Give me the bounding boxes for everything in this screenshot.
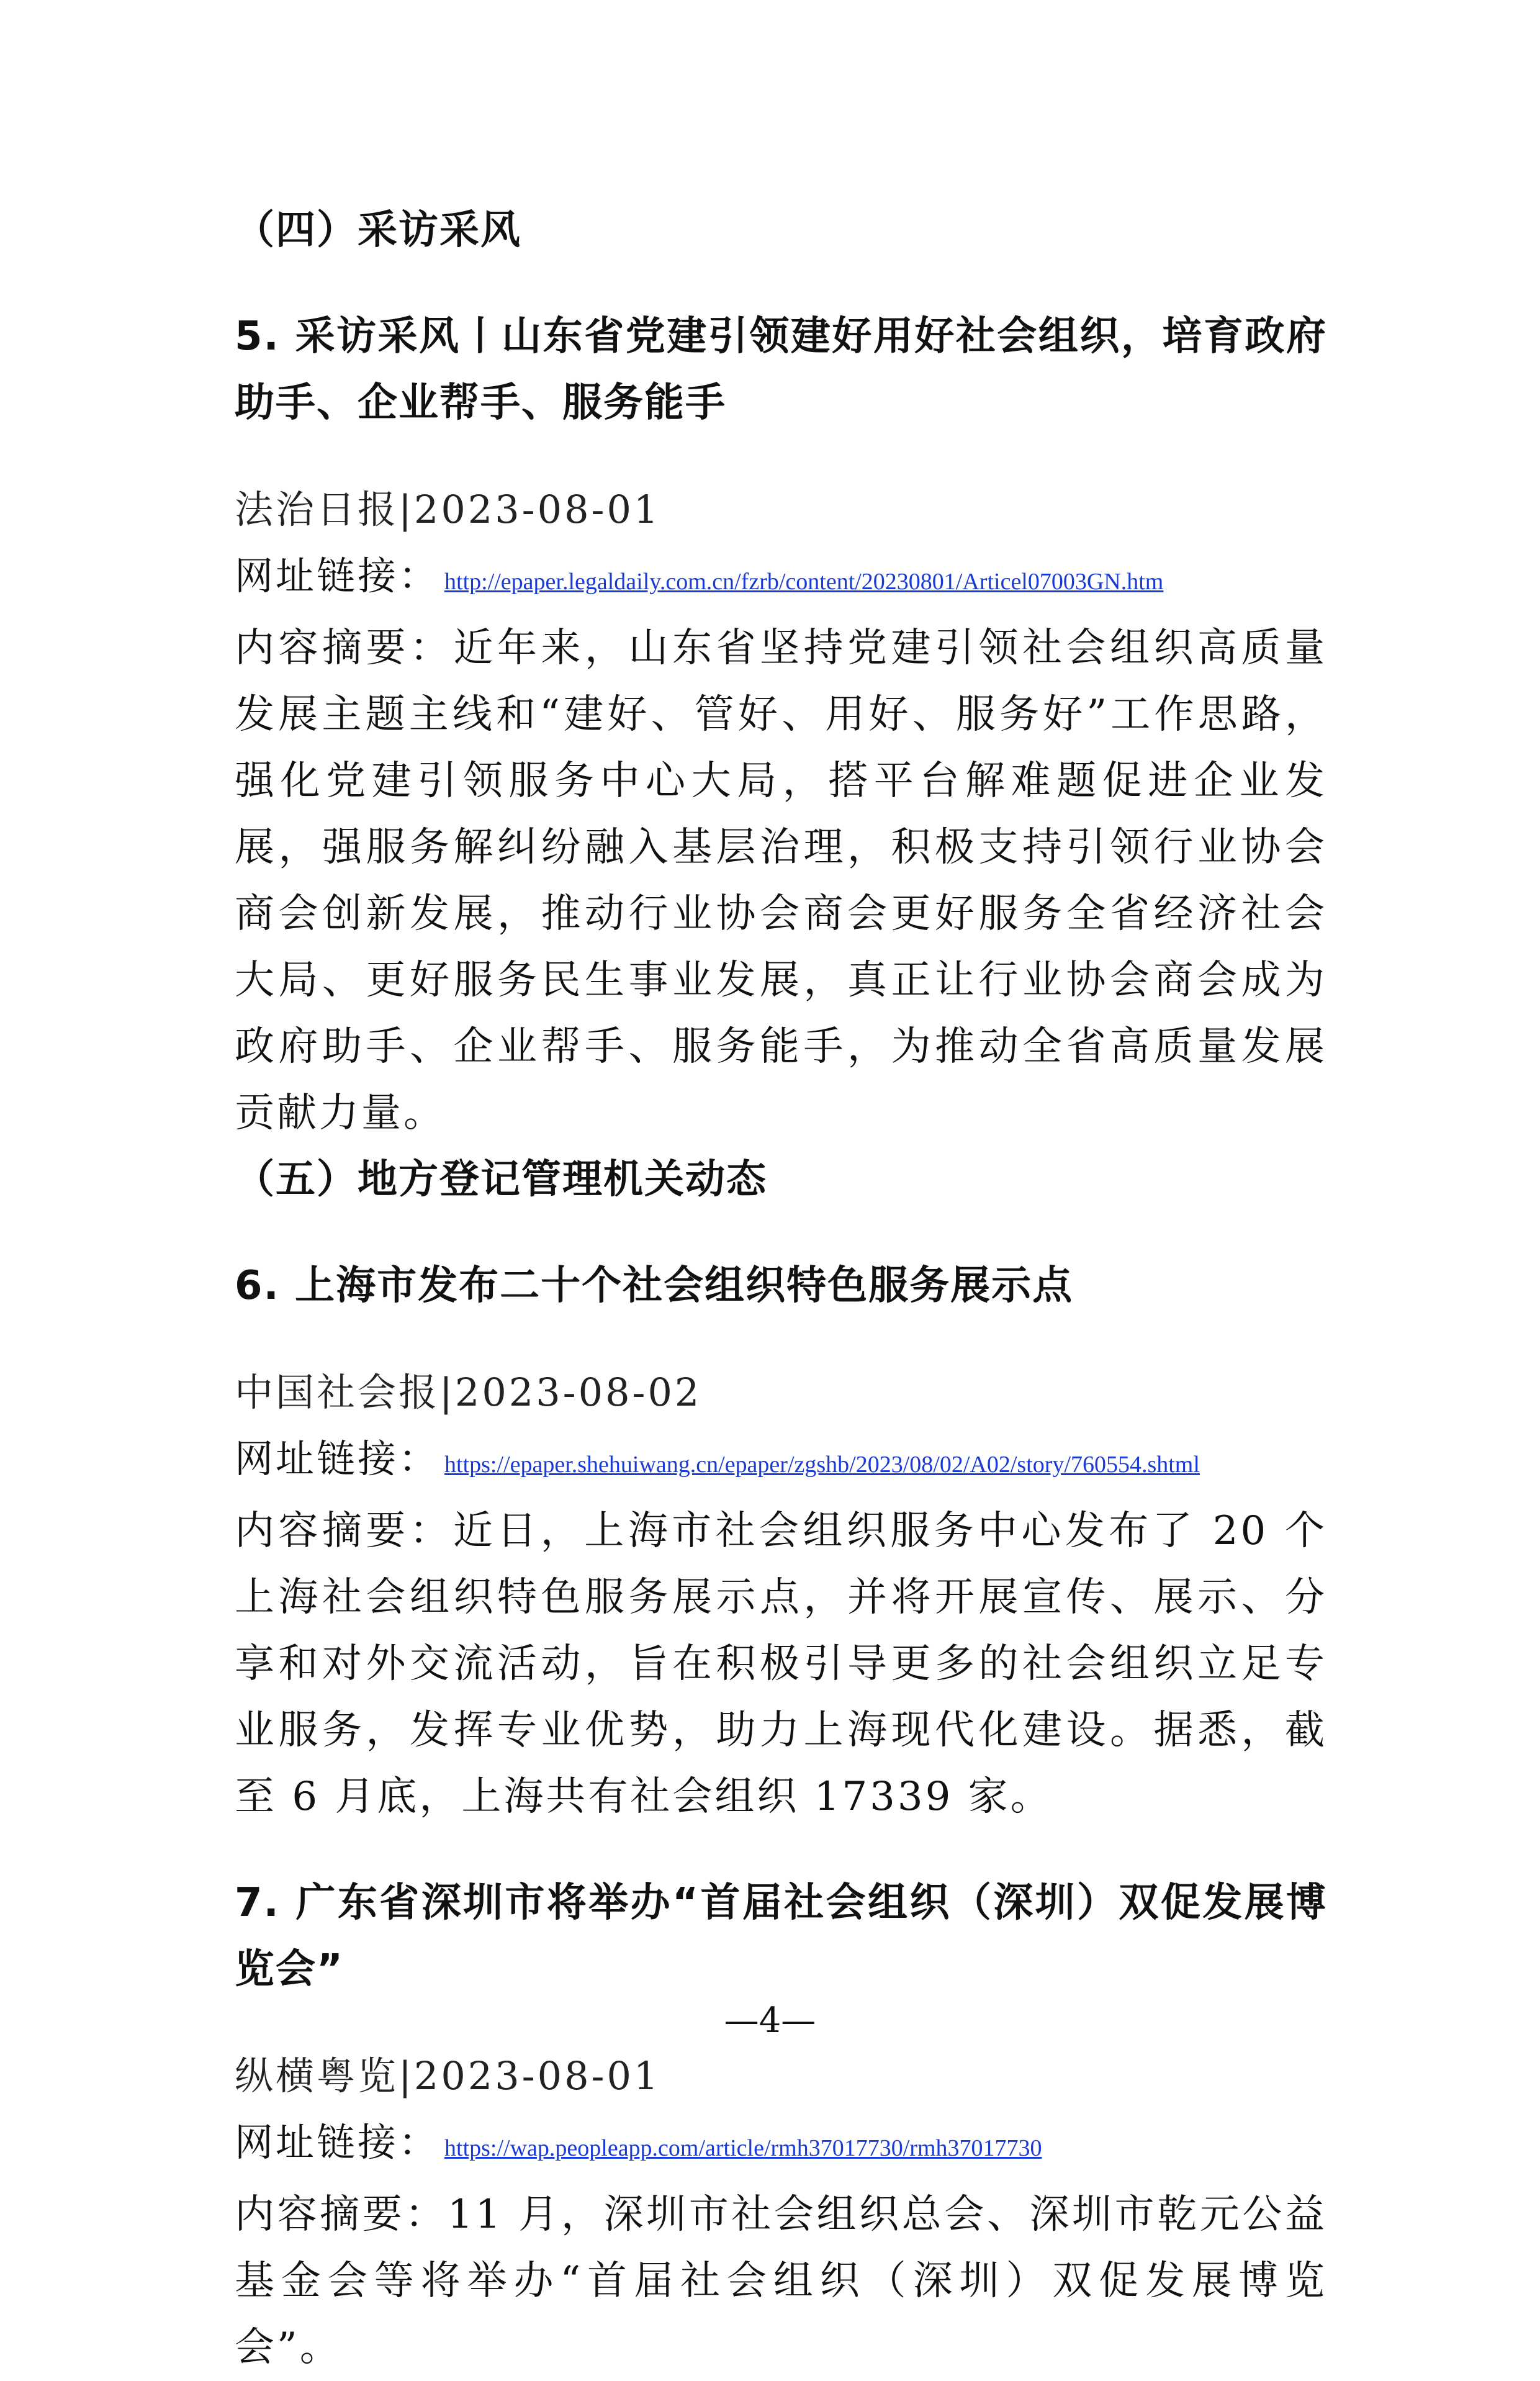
item-7-summary: 内容摘要：11 月，深圳市社会组织总会、深圳市乾元公益基金会等将举办“首届社会组织（深圳）双促发展博览会”。: [235, 2192, 1327, 2370]
item-7-url-link[interactable]: https://wap.peopleapp.com/article/rmh37017730/rmh37017730: [444, 2135, 1042, 2161]
page-number: —4—: [724, 2000, 816, 2041]
section-heading-interviews: （四）采访采风: [235, 207, 521, 253]
item-6-url-link[interactable]: https://epaper.shehuiwang.cn/epaper/zgshb/2023/08/02/A02/story/760554.shtml: [444, 1452, 1200, 1478]
item-6-source: 中国社会报|2023-08-02: [235, 1370, 702, 1415]
item-6-summary: 内容摘要：近日，上海市社会组织服务中心发布了 20 个上海社会组织特色服务展示点，并将开展宣传、展示、分享和对外交流活动，旨在积极引导更多的社会组织立足专业服务，发挥专业优势，助力上海现代化建设。据悉，截至 6 月底，上海共有社会组织 17339 家。: [235, 1508, 1327, 1820]
item-5-url-label: 网址链接：: [235, 553, 440, 599]
item-7-source: 纵横粤览|2023-08-01: [235, 2053, 661, 2099]
item-6-url-label: 网址链接：: [235, 1436, 440, 1481]
item-5-title: 5. 采访采风丨山东省党建引领建好用好社会组织，培育政府助手、企业帮手、服务能手: [235, 314, 1327, 426]
item-7-url-label: 网址链接：: [235, 2120, 440, 2165]
item-5-summary: 内容摘要：近年来，山东省坚持党建引领社会组织高质量发展主题主线和“建好、管好、用好、服务好”工作思路，强化党建引领服务中心大局，搭平台解难题促进企业发展，强服务解纠纷融入基层治理，积极支持引领行业协会商会创新发展，推动行业协会商会更好服务全省经济社会大局、更好服务民生事业发展，真正让行业协会商会成为政府助手、企业帮手、服务能手，为推动全省高质量发展贡献力量。: [235, 625, 1327, 1136]
item-5-source: 法治日报|2023-08-01: [235, 487, 661, 532]
item-6-url-row: [235, 1425, 1327, 1498]
item-7-url-row: [235, 2109, 1327, 2182]
page-content: [235, 197, 1327, 2381]
section-heading-local-registration: （五）地方登记管理机关动态: [235, 1157, 767, 1203]
item-5-url-row: [235, 543, 1327, 615]
item-6-title: 6. 上海市发布二十个社会组织特色服务展示点: [235, 1263, 1074, 1309]
item-5-url-link[interactable]: http://epaper.legaldaily.com.cn/fzrb/content/20230801/Articel07003GN.htm: [444, 569, 1164, 595]
item-7-title: 7. 广东省深圳市将举办“首届社会组织（深圳）双促发展博览会”: [235, 1880, 1327, 1992]
